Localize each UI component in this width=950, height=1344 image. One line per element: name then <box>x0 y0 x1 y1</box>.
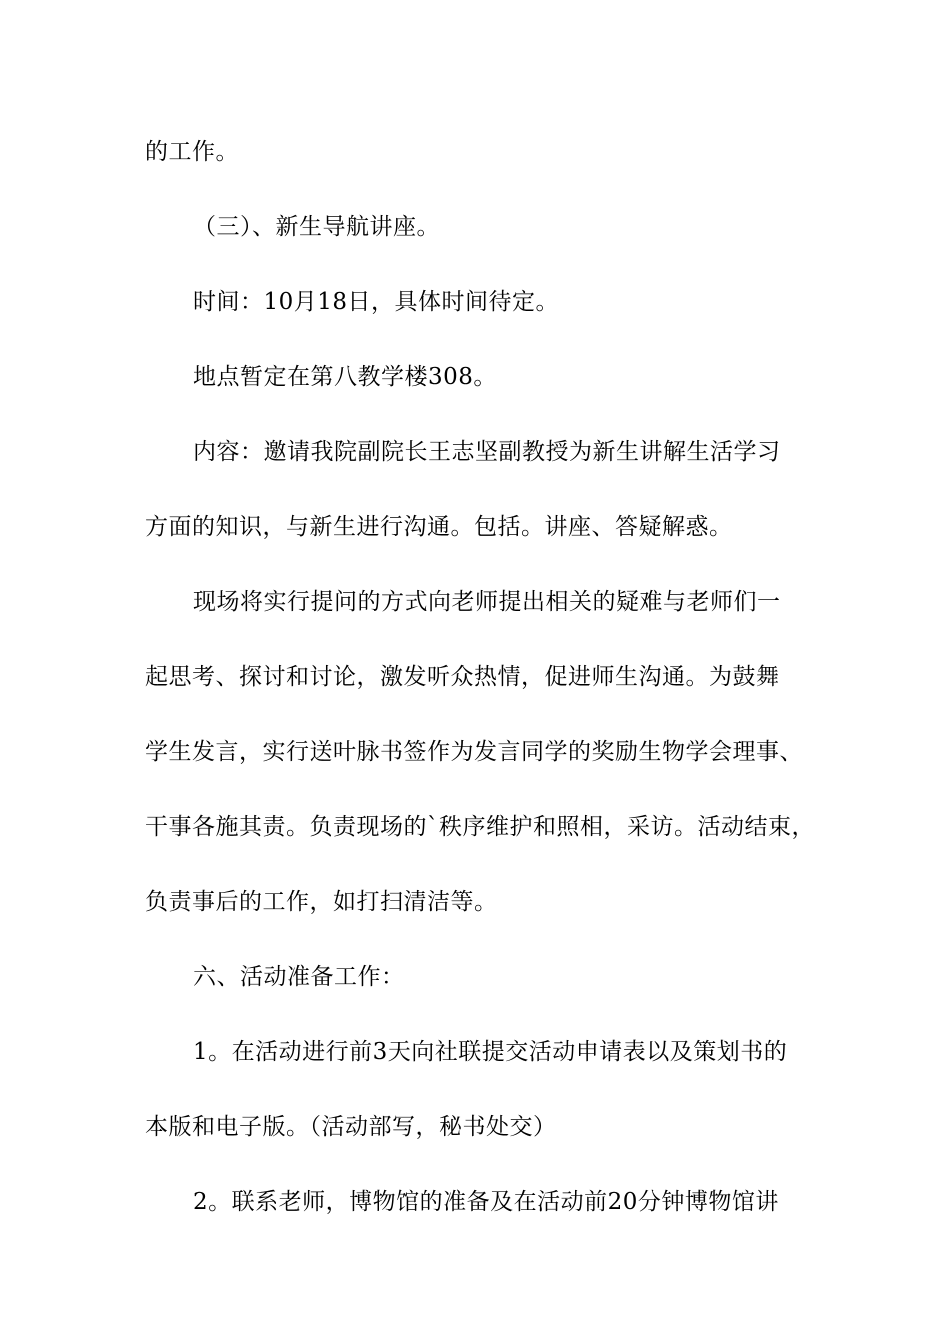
paragraph-line-content: 内容：邀请我院副院长王志坚副教授为新生讲解生活学习 <box>193 439 781 465</box>
list-item-1-cont: 本版和电子版。（活动部写，秘书处交） <box>145 1114 557 1140</box>
paragraph-line-scene-cont-2: 学生发言，实行送叶脉书签作为发言同学的奖励生物学会理事、 <box>145 739 803 765</box>
paragraph-line-scene: 现场将实行提问的方式向老师提出相关的疑难与老师们一 <box>193 589 781 615</box>
paragraph-line-content-cont: 方面的知识，与新生进行沟通。包括。讲座、答疑解惑。 <box>145 514 733 540</box>
list-item-2: 2。联系老师，博物馆的准备及在活动前20分钟博物馆讲 <box>193 1189 779 1215</box>
paragraph-line-scene-cont-3: 干事各施其责。负责现场的`秩序维护和照相，采访。活动结束， <box>145 814 815 840</box>
paragraph-line-time: 时间：10月18日，具体时间待定。 <box>193 289 560 315</box>
paragraph-line-1: 的工作。 <box>145 139 239 165</box>
section-heading-preparation: 六、活动准备工作： <box>193 964 405 990</box>
paragraph-line-scene-cont-4: 负责事后的工作，如打扫清洁等。 <box>145 889 498 915</box>
paragraph-line-location: 地点暂定在第八教学楼308。 <box>193 364 497 390</box>
paragraph-line-scene-cont-1: 起思考、探讨和讨论，激发听众热情，促进师生沟通。为鼓舞 <box>145 664 780 690</box>
section-heading-lecture: （三）、新生导航讲座。 <box>193 214 440 240</box>
list-item-1: 1。在活动进行前3天向社联提交活动申请表以及策划书的 <box>193 1039 788 1065</box>
